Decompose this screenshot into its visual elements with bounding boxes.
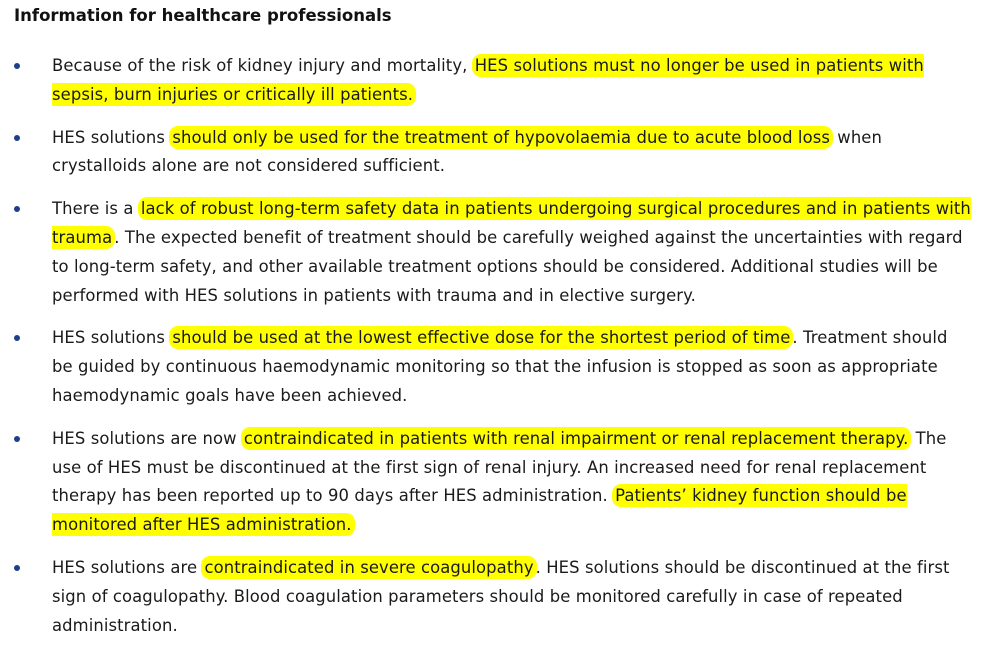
bullet-dot-icon <box>14 436 20 442</box>
bullet-item <box>0 195 972 310</box>
bullet-text: Because of the risk of kidney injury and mortality, <box>52 56 473 75</box>
bullet-dot-icon <box>14 335 20 341</box>
bullet-text: . The expected benefit of treatment should be carefully weighed against the uncertainties with regard to long-term safety, and other available treatment options should be considered. Additional studies will be performed with HES solutions in patients with trauma and in elective surgery. <box>52 227 963 305</box>
bullet-text: . Treatment should be guided by continuous haemodynamic monitoring so that the infusion is stopped as soon as appropriate haemodynamic goals have been achieved. <box>52 328 948 405</box>
bullet-text: HES solutions are <box>52 557 203 577</box>
bullet-text: HES solutions <box>52 127 171 147</box>
highlighted-text: should be used at the lowest effective dose for the shortest period of time <box>172 328 791 348</box>
bullet-item <box>0 124 972 182</box>
bullet-item <box>0 52 972 110</box>
bullet-item <box>0 425 972 540</box>
highlighted-text: contraindicated in patients with renal impairment or renal replacement therapy. <box>243 428 909 448</box>
bullet-dot-icon <box>14 63 20 69</box>
bullet-dot-icon <box>14 135 20 141</box>
highlighted-text: should only be used for the treatment of hypovolaemia due to acute blood loss <box>172 127 830 147</box>
bullet-text: There is a <box>52 199 139 219</box>
bullet-dot-icon <box>14 206 20 212</box>
highlighted-text: contraindicated in severe coagulopathy <box>204 557 534 577</box>
highlighted-text: lack of robust long-term safety data in patients undergoing surgical procedures and in patients with trauma <box>52 199 971 247</box>
highlighted-text: HES solutions must no longer be used in patients with sepsis, burn injuries or critically ill patients. <box>52 56 924 104</box>
bullet-list <box>0 52 983 654</box>
section-heading: Information for healthcare professionals <box>14 6 392 25</box>
bullet-text: HES solutions are now <box>52 428 242 448</box>
bullet-item <box>0 554 972 640</box>
bullet-text: . HES solutions should be discontinued at the first sign of coagulopathy. Blood coagulation parameters should be monitored carefully in case of repeated administration. <box>52 557 950 635</box>
bullet-text: The use of HES must be discontinued at the first sign of renal injury. An increased need for renal replacement therapy has been reported up to 90 days after HES administration. <box>52 428 947 506</box>
bullet-dot-icon <box>14 565 20 571</box>
bullet-text: when crystalloids alone are not considered sufficient. <box>52 127 882 176</box>
highlighted-text: Patients’ kidney function should be monitored after HES administration. <box>52 486 907 535</box>
bullet-item <box>0 324 972 410</box>
bullet-text: HES solutions <box>52 328 171 348</box>
